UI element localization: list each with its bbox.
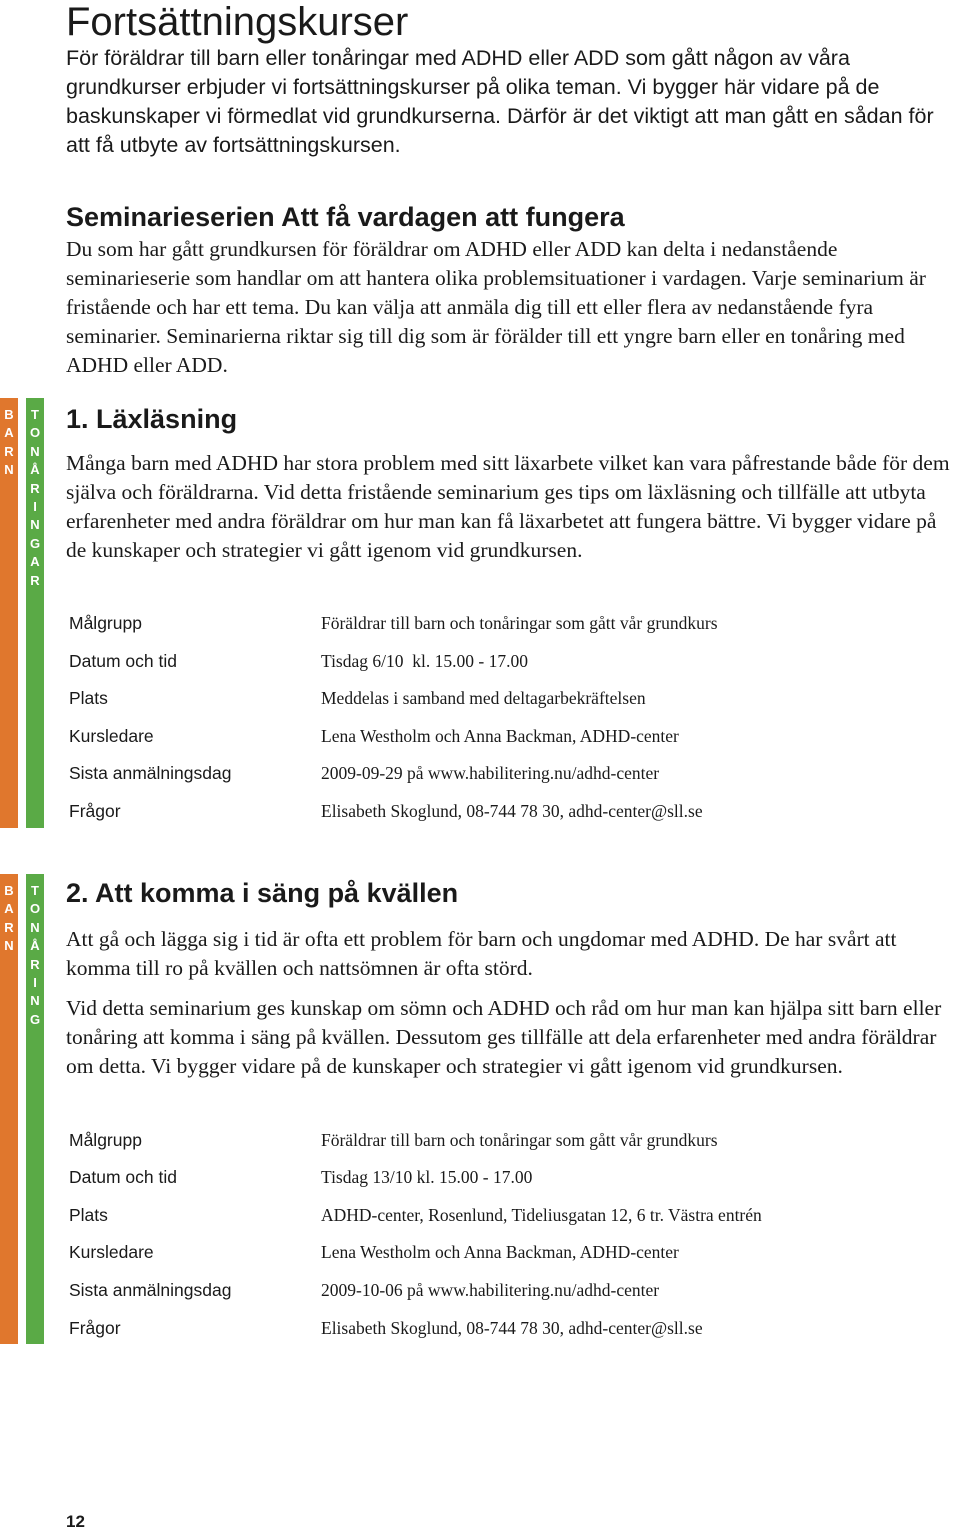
info-row-plats [69,683,949,713]
stripe-letter: N [30,919,40,935]
stripe-letter: A [4,425,14,441]
info-label: Sista anmälningsdag [69,762,232,783]
stripe-letter: T [31,407,39,422]
seminar-title: 2. Att komma i säng på kvällen [66,878,459,908]
stripe-letter: N [30,443,40,459]
stripe-letter: A [4,901,14,917]
stripe-letter: G [29,1011,41,1027]
stripe-letter: B [4,883,14,898]
stripe-letter: B [4,407,14,422]
info-value: 2009-10-06 på www.habilitering.nu/adhd-center [321,1279,660,1300]
stripe-letter: Å [30,938,40,954]
stripe-letter: R [30,480,40,496]
info-label: Frågor [69,800,121,821]
info-label: Målgrupp [69,612,142,633]
info-value: Lena Westholm och Anna Backman, ADHD-center [321,1241,679,1262]
info-row-sista-anmalningsdag [69,1275,949,1305]
seminar-paragraph: Vid detta seminarium ges kunskap om sömn och ADHD och råd om hur man kan hjälpa sitt barn eller tonåring att komma i säng på kvällen. Dessutom ges tillfälle att dela erfarenheter med andra föräldrar om detta. Vi bygger vidare på de kunskaper och strategier vi gått igenom vid grundkursen. [66,996,942,1078]
info-row-kursledare [69,721,949,751]
stripe-letter: N [30,993,40,1009]
info-label: Datum och tid [69,650,177,671]
stripe-letter: N [30,517,40,533]
info-label: Plats [69,687,108,708]
page-title: Fortsättningskurser [66,0,409,44]
stripe-letter: R [30,956,40,972]
stripe-letter: O [29,901,41,917]
page-number: 12 [66,1512,85,1531]
stripe-letter: G [29,535,41,551]
tonaring-stripe [26,398,44,828]
seminar-paragraph: Många barn med ADHD har stora problem med sitt läxarbete vilket kan vara påfrestande både för dem själva och föräldrarna. Vid detta fristående seminarium ges tips om läxläsning och tillfälle att utbyta erfarenheter med andra föräldrar om hur man kan få läxarbetet att fungera bättre. Vi bygger vidare på de kunskaper och strategier vi gått igenom vid grundkursen. [66,451,950,562]
info-label: Kursledare [69,1241,154,1262]
series-title: Seminarieserien Att få vardagen att fungera [66,202,625,232]
info-value: Föräldrar till barn och tonåringar som gått vår grundkurs [321,1129,718,1150]
stripe-letter: N [4,462,14,478]
info-value: Lena Westholm och Anna Backman, ADHD-center [321,725,679,746]
info-row-fragor [69,796,949,826]
stripe-letter: O [29,425,41,441]
info-value: Tisdag 6/10 kl. 15.00 - 17.00 [321,650,528,671]
info-value: Meddelas i samband med deltagarbekräftelsen [321,687,646,708]
info-row-sista-anmalningsdag [69,758,949,788]
info-row-datum [69,1162,949,1192]
seminar-paragraph: Att gå och lägga sig i tid är ofta ett problem för barn och ungdomar med ADHD. De har svårt att komma till ro på kvällen och nattsömnen är ofta störd. [66,927,897,980]
info-label: Datum och tid [69,1166,177,1187]
info-row-plats [69,1200,949,1230]
intro-paragraph: För föräldrar till barn eller tonåringar med ADHD eller ADD som gått någon av våra grundkurser erbjuder vi fortsättningskurser på olika teman. Vi bygger här vidare på de baskunskaper vi förmedlat vid grundkurserna. Därför är det viktigt att man gått en sådan för att få utbyte av fortsättningskursen. [66,46,934,157]
seminar-title: 1. Läxläsning [66,404,238,434]
series-description: Du som har gått grundkursen för föräldrar om ADHD eller ADD kan delta i nedanstående seminarieserie som handlar om att hantera olika problemsituationer i vardagen. Varje seminarium är fristående och har ett tema. Du kan välja att anmäla dig till ett eller flera av nedanstående fyra seminarier. Seminarierna riktar sig till dig som är förälder till ett yngre barn eller en tonåring med ADHD eller ADD. [66,237,926,377]
info-label: Kursledare [69,725,154,746]
info-row-fragor [69,1313,949,1343]
stripe-letter: A [30,554,40,570]
info-value: Föräldrar till barn och tonåringar som gått vår grundkurs [321,612,718,633]
stripe-letter: N [4,938,14,954]
info-label: Plats [69,1204,108,1225]
stripe-letter: R [4,443,14,459]
info-label: Sista anmälningsdag [69,1279,232,1300]
tonaring-stripe [26,874,44,1344]
stripe-letter: R [30,572,40,588]
stripe-letter: T [31,883,39,898]
info-value: Tisdag 13/10 kl. 15.00 - 17.00 [321,1166,533,1187]
stripe-letter: I [33,975,37,991]
info-label: Frågor [69,1317,121,1338]
info-value: Elisabeth Skoglund, 08-744 78 30, adhd-center@sll.se [321,800,703,821]
stripe-letter: Å [30,462,40,478]
info-row-malgrupp [69,1125,949,1155]
info-value: 2009-09-29 på www.habilitering.nu/adhd-center [321,762,660,783]
stripe-letter: R [4,919,14,935]
barn-stripe [0,398,18,828]
barn-stripe [0,874,18,1344]
info-label: Målgrupp [69,1129,142,1150]
info-row-malgrupp [69,608,949,638]
info-row-kursledare [69,1237,949,1267]
info-value: Elisabeth Skoglund, 08-744 78 30, adhd-center@sll.se [321,1317,703,1338]
info-row-datum [69,646,949,676]
stripe-letter: I [33,499,37,515]
info-value: ADHD-center, Rosenlund, Tideliusgatan 12, 6 tr. Västra entrén [321,1204,762,1225]
